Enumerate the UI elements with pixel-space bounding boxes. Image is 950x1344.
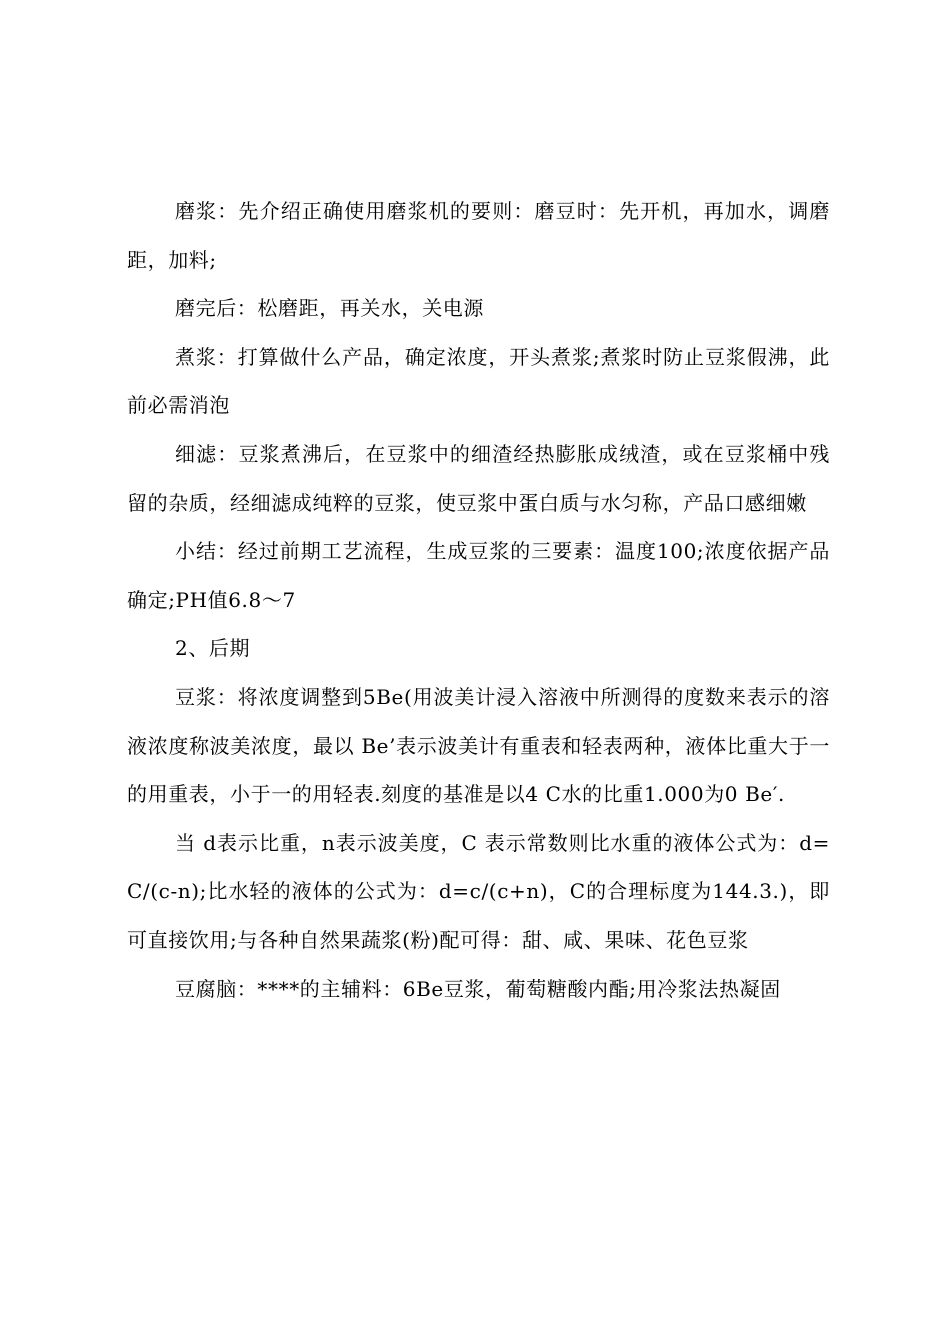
paragraph-soymilk: 豆浆：将浓度调整到5Be(用波美计浸入溶液中所测得的度数来表示的溶液浓度称波美浓度，最以 Be’表示波美计有重表和轻表两种，液体比重大于一的用重表，小于一的用轻表.刻度的基准是以4 C水的比重1.000为0 Be′. (127, 684, 830, 807)
document-body (127, 187, 830, 1013)
paragraph-formula: 当 d表示比重，n表示波美度，C 表示常数则比水重的液体公式为：d=C/(c-n);比水轻的液体的公式为：d=c/(c+n)，C的合理标度为144.3.)，即可直接饮用;与各种自然果蔬浆(粉)配可得：甜、咸、果味、花色豆浆 (127, 830, 830, 952)
paragraph-summary: 小结：经过前期工艺流程，生成豆浆的三要素：温度100;浓度依据产品确定;PH值6.8～7 (127, 539, 830, 612)
section-heading-later-stage: 2、后期 (175, 636, 251, 661)
paragraph-boiling: 煮浆：打算做什么产品，确定浓度，开头煮浆;煮浆时防止豆浆假沸，此前必需消泡 (127, 344, 830, 418)
paragraph-grinding: 磨浆：先介绍正确使用磨浆机的要则：磨豆时：先开机，再加水，调磨距，加料; (127, 199, 830, 272)
paragraph-after-grinding: 磨完后：松磨距，再关水，关电源 (175, 296, 484, 321)
paragraph-tofu-pudding: 豆腐脑：****的主辅料：6Be豆浆，葡萄糖酸内酯;用冷浆法热凝固 (175, 976, 781, 1001)
paragraph-fine-filtering: 细滤：豆浆煮沸后，在豆浆中的细渣经热膨胀成绒渣，或在豆浆桶中残留的杂质，经细滤成纯粹的豆浆，使豆浆中蛋白质与水匀称，产品口感细嫩 (127, 441, 830, 515)
